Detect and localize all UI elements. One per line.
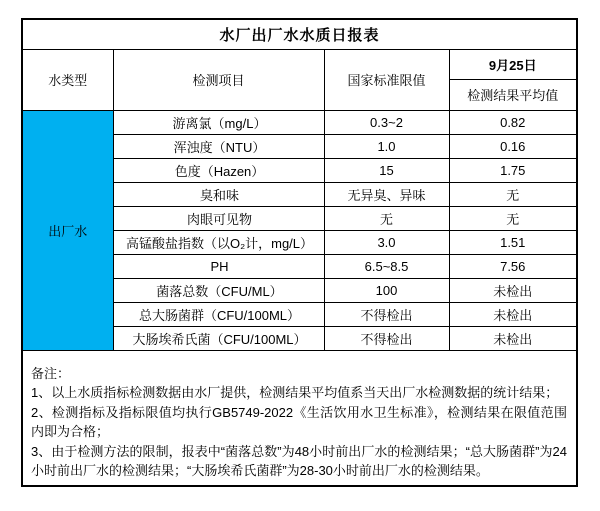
limit-cell: 无 [324,206,449,230]
notes-section [23,351,576,481]
data-rows [23,110,576,350]
item-cell: 肉眼可见物 [113,206,324,230]
table-header [23,50,576,110]
result-cell: 0.82 [449,110,576,134]
result-cell: 无 [449,182,576,206]
item-cell: 高锰酸盐指数（以O₂计，mg/L） [113,230,324,254]
limit-cell: 3.0 [324,230,449,254]
item-cell: 菌落总数（CFU/ML） [113,278,324,302]
result-cell: 未检出 [449,278,576,302]
header-test-item: 检测项目 [113,50,324,110]
header-date: 9月25日 [449,50,576,79]
result-cell: 未检出 [449,302,576,326]
water-quality-report [21,18,578,487]
limit-cell: 0.3~2 [324,110,449,134]
page-title: 水厂出厂水水质日报表 [23,20,576,50]
header-national-limit: 国家标准限值 [324,50,449,110]
limit-cell: 无异臭、异味 [324,182,449,206]
water-type-cell: 出厂水 [23,110,113,350]
result-cell: 1.51 [449,230,576,254]
item-cell: 游离氯（mg/L） [113,110,324,134]
notes-label: 备注： [31,365,71,381]
item-cell: 色度（Hazen） [113,158,324,182]
item-cell: 总大肠菌群（CFU/100ML） [113,302,324,326]
note-item: 2、检测指标及指标限值均执行GB5749-2022《生活饮用水卫生标准》，检测结果在限值范围内即为合格； [31,404,567,439]
notes-list [31,383,567,481]
table-row [23,110,576,134]
limit-cell: 6.5~8.5 [324,254,449,278]
header-water-type: 水类型 [23,50,113,110]
water-quality-table [23,50,576,351]
item-cell: PH [113,254,324,278]
note-item: 1、以上水质指标检测数据由水厂提供，检测结果平均值系当天出厂水检测数据的统计结果； [31,385,559,400]
limit-cell: 不得检出 [324,302,449,326]
header-row-1 [23,50,576,79]
item-cell: 浑浊度（NTU） [113,134,324,158]
limit-cell: 不得检出 [324,326,449,350]
limit-cell: 100 [324,278,449,302]
result-cell: 7.56 [449,254,576,278]
limit-cell: 1.0 [324,134,449,158]
result-cell: 1.75 [449,158,576,182]
result-cell: 未检出 [449,326,576,350]
limit-cell: 15 [324,158,449,182]
item-cell: 大肠埃希氏菌（CFU/100ML） [113,326,324,350]
header-avg-result: 检测结果平均值 [449,79,576,110]
result-cell: 无 [449,206,576,230]
note-item: 3、由于检测方法的限制，报表中“菌落总数”为48小时前出厂水的检测结果；“总大肠菌群”为24小时前出厂水的检测结果；“大肠埃希氏菌群”为28-30小时前出厂水的检测结果。 [31,443,567,478]
item-cell: 臭和味 [113,182,324,206]
result-cell: 0.16 [449,134,576,158]
